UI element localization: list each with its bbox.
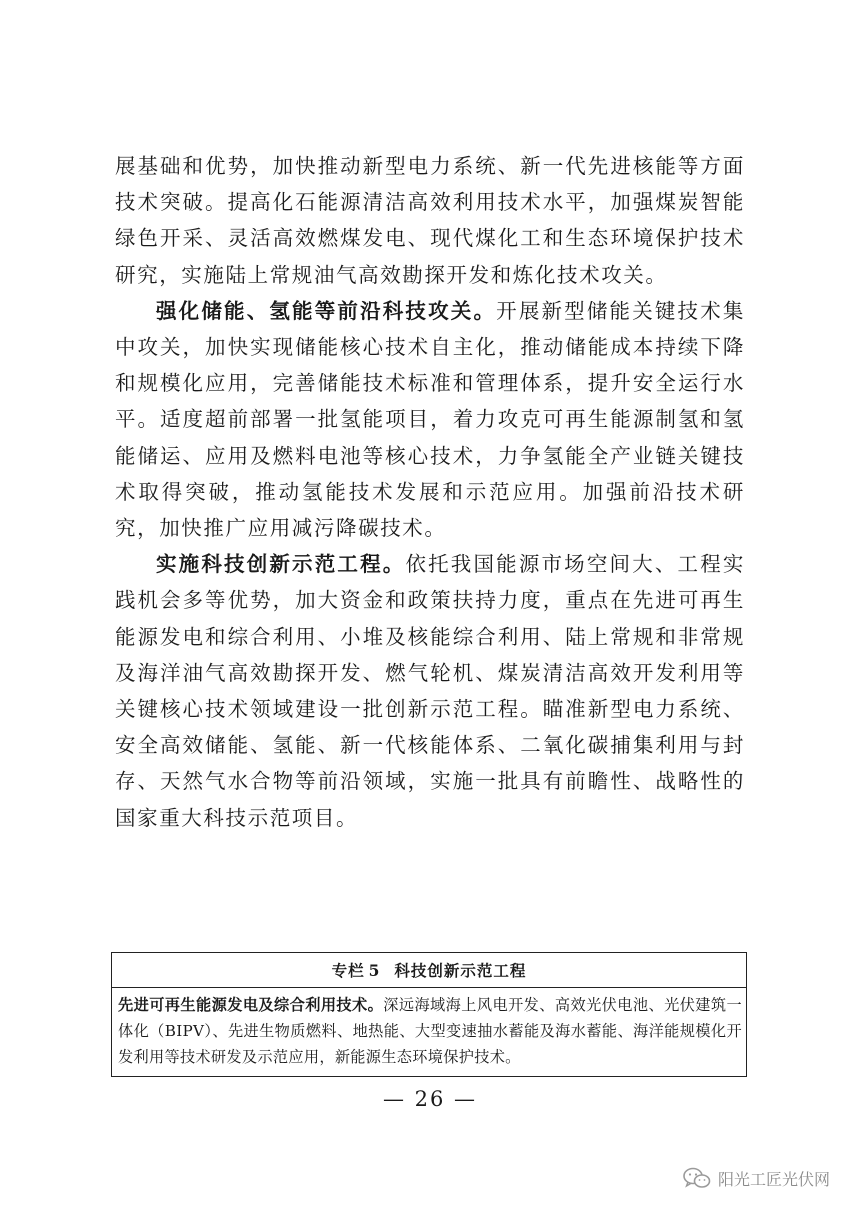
feature-box-content (112, 988, 746, 1076)
paragraph-2-lead: 强化储能、氢能等前沿科技攻关。 (156, 298, 497, 323)
paragraph-1-text: 展基础和优势，加快推动新型电力系统、新一代先进核能等方面技术突破。提高化石能源清洁高效利用技术水平，加强煤炭智能绿色开采、灵活高效燃煤发电、现代煤化工和生态环境保护技术研究，实施陆上常规油气高效勘探开发和炼化技术攻关。 (115, 154, 745, 287)
feature-box-number: 5 (368, 961, 381, 980)
paragraph-2-text: 开展新型储能关键技术集中攻关，加快实现储能核心技术自主化，推动储能成本持续下降和规模化应用，完善储能技术标准和管理体系，提升安全运行水平。适度超前部署一批氢能项目，着力攻克可再生能源制氢和氢能储运、应用及燃料电池等核心技术，力争氢能全产业链关键技术取得突破，推动氢能技术发展和示范应用。加强前沿技术研究，加快推广应用减污降碳技术。 (115, 298, 745, 541)
feature-box-label: 专栏 (331, 961, 365, 980)
paragraph-1 (115, 148, 745, 293)
paragraph-2 (115, 293, 745, 546)
feature-box-lead: 先进可再生能源发电及综合利用技术。 (118, 996, 384, 1014)
feature-box-text: 深远海域海上风电开发、高效光伏电池、光伏建筑一体化（BIPV）、先进生物质燃料、地热能、大型变速抽水蓄能及海水蓄能、海洋能规模化开发利用等技术研发及示范应用，新能源生态环境保护技术。 (118, 996, 742, 1066)
paragraph-3 (115, 546, 745, 836)
feature-box-title (112, 953, 746, 988)
page-body (115, 148, 745, 836)
feature-box-heading: 科技创新示范工程 (394, 961, 527, 980)
paragraph-3-lead: 实施科技创新示范工程。 (156, 552, 406, 577)
paragraph-3-text: 依托我国能源市场空间大、工程实践机会多等优势，加大资金和政策扶持力度，重点在先进可再生能源发电和综合利用、小堆及核能综合利用、陆上常规和非常规及海洋油气高效勘探开发、燃气轮机、煤炭清洁高效开发利用等关键核心技术领域建设一批创新示范工程。瞄准新型电力系统、安全高效储能、氢能、新一代核能体系、二氧化碳捕集利用与封存、天然气水合物等前沿领域，实施一批具有前瞻性、战略性的国家重大科技示范项目。 (115, 552, 745, 830)
watermark (682, 1166, 830, 1190)
page-number: — 26 — (382, 1087, 478, 1111)
feature-box (111, 952, 747, 1077)
wechat-icon (682, 1166, 712, 1190)
watermark-text: 阳光工匠光伏网 (717, 1169, 830, 1189)
